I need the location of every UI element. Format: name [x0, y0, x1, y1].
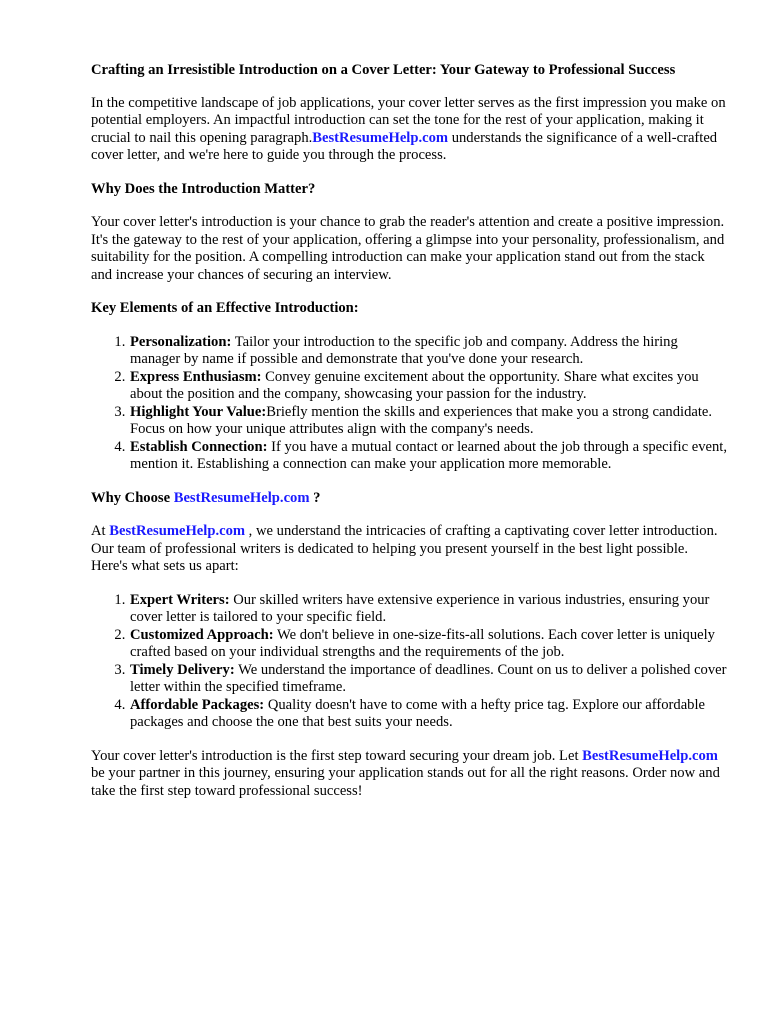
list-item-text: Convey genuine excitement about the opportunity. Share what excites you about the position and the company, showcasing your passion for the industry.	[130, 368, 699, 402]
list-item-term: Affordable Packages:	[130, 696, 265, 713]
why-choose-heading-end: ?	[309, 489, 321, 506]
key-elements-list	[91, 334, 728, 474]
list-item-text: We understand the importance of deadlines. Count on us to deliver a polished cover letter within the specified timeframe.	[130, 661, 727, 695]
intro-text-start: In the competitive landscape of job applications, your cover letter serves as the first impression you make on potential employers. An impactful introduction can set the tone for the rest of your application, making it crucial to nail this opening paragraph.	[91, 94, 726, 146]
list-item-term: Expert Writers:	[130, 591, 230, 608]
brand-link[interactable]: BestResumeHelp.com	[582, 747, 718, 764]
list-item	[129, 439, 728, 474]
list-item-text: If you have a mutual contact or learned about the job through a specific event, mention it. Establishing a connection can make your application more memorable.	[130, 438, 727, 472]
list-item-term: Establish Connection:	[130, 438, 268, 455]
section-heading-key-elements: Key Elements of an Effective Introduction:	[91, 300, 359, 316]
list-item-text: We don't believe in one-size-fits-all solutions. Each cover letter is uniquely crafted based on your individual strengths and the requirements of the job.	[130, 626, 715, 660]
list-item-text: Our skilled writers have extensive experience in various industries, ensuring your cover letter is tailored to your specific field.	[130, 591, 710, 625]
why-choose-heading-start: Why Choose	[91, 489, 174, 506]
closing-paragraph	[91, 748, 728, 801]
why-choose-text-start: At	[91, 523, 110, 539]
list-item	[129, 404, 728, 439]
closing-text-start: Your cover letter's introduction is the first step toward securing your dream job. Let	[91, 747, 583, 764]
list-item	[129, 334, 728, 369]
list-item-term: Express Enthusiasm:	[130, 368, 262, 385]
closing-text-end: be your partner in this journey, ensuring your application stands out for all the right reasons. Order now and take the first step toward professional success!	[91, 765, 720, 799]
intro-paragraph	[91, 95, 728, 165]
list-item	[129, 662, 728, 697]
why-choose-paragraph	[91, 523, 728, 576]
brand-link[interactable]: BestResumeHelp.com	[312, 129, 449, 146]
list-item-text: Quality doesn't have to come with a hefty price tag. Explore our affordable packages and choose the one that best suits your needs.	[130, 696, 706, 730]
list-item-text: Tailor your introduction to the specific job and company. Address the hiring manager by name if possible and demonstrate that you've done your research.	[130, 333, 678, 367]
list-item-term: Personalization:	[130, 333, 232, 350]
section-heading-why-choose	[91, 490, 728, 508]
list-item-term: Timely Delivery:	[130, 661, 235, 678]
list-item	[129, 369, 728, 404]
benefits-list	[91, 592, 728, 732]
section-heading-why-matter: Why Does the Introduction Matter?	[91, 180, 316, 197]
intro-text-end: understands the significance of a well-crafted cover letter, and we're here to guide you through the process.	[91, 129, 718, 163]
list-item	[129, 592, 728, 627]
list-item-text: Briefly mention the skills and experiences that make you a strong candidate. Focus on how your unique attributes align with the company's needs.	[130, 403, 713, 437]
list-item	[129, 627, 728, 662]
list-item-term: Highlight Your Value:	[130, 403, 267, 420]
list-item	[129, 697, 728, 732]
list-item-term: Customized Approach:	[130, 626, 274, 643]
brand-link[interactable]: BestResumeHelp.com	[173, 489, 310, 506]
why-choose-text-end: , we understand the intricacies of crafting a captivating cover letter introduction. Our team of professional writers is dedicated to helping you present yourself in the best light possible. Here's what sets us apart:	[91, 523, 718, 574]
brand-link[interactable]: BestResumeHelp.com	[109, 523, 246, 539]
why-matter-paragraph: Your cover letter's introduction is your chance to grab the reader's attention and create a positive impression. It's the gateway to the rest of your application, offering a glimpse into your personality, professionalism, and suitability for the position. A compelling introduction can make your application stand out from the stack and increase your chances of securing an interview.	[91, 214, 725, 283]
document-title: Crafting an Irresistible Introduction on a Cover Letter: Your Gateway to Professional Success	[91, 62, 676, 78]
